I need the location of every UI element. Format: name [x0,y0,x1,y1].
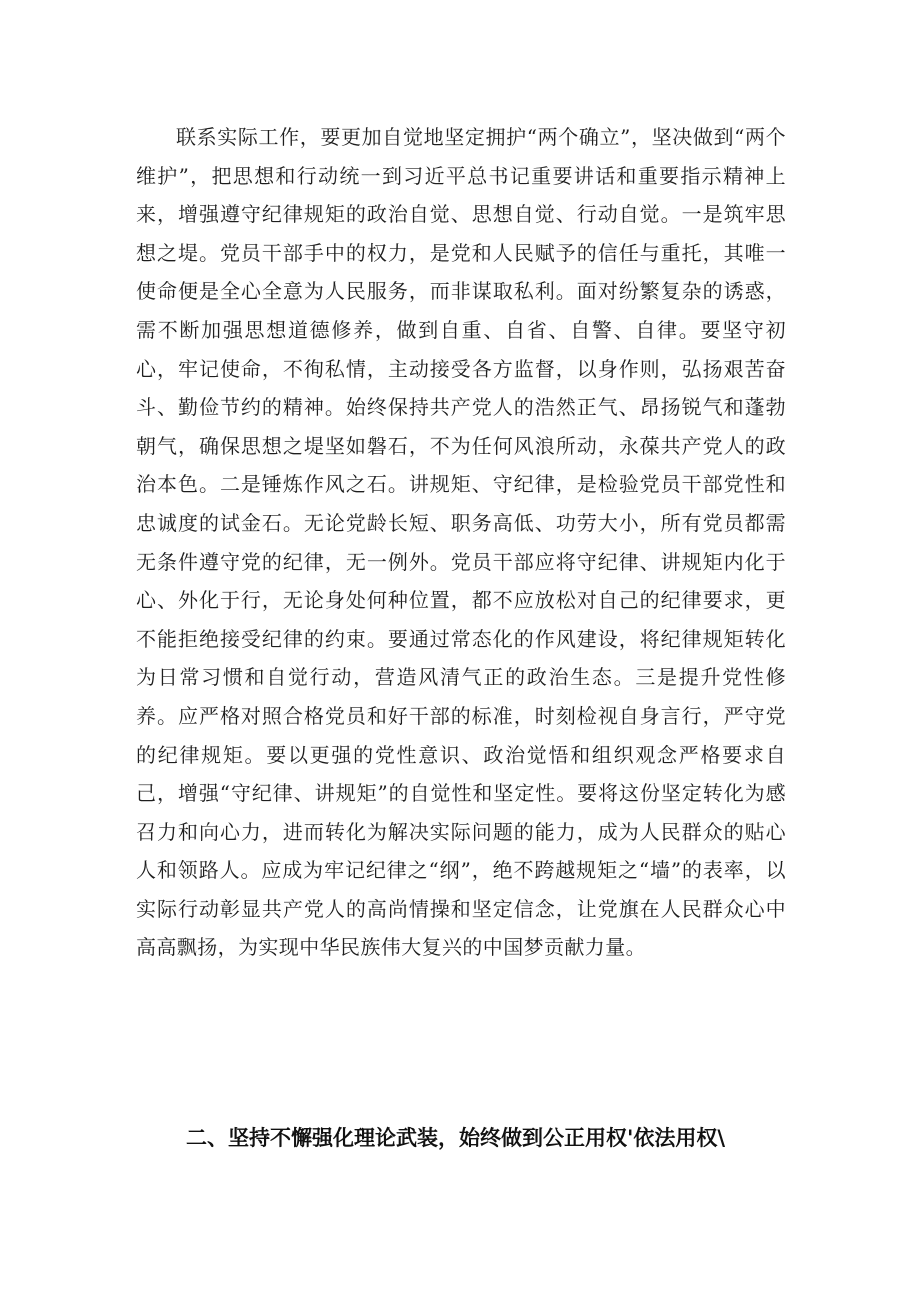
body-paragraph: 联系实际工作，要更加自觉地坚定拥护“两个确立”，坚决做到“两个维护”，把思想和行动统一到习近平总书记重要讲话和重要指示精神上来，增强遵守纪律规矩的政治自觉、思想自觉、行动自觉。一是筑牢思想之堤。党员干部手中的权力，是党和人民赋予的信任与重托，其唯一使命便是全心全意为人民服务，而非谋取私利。面对纷繁复杂的诱惑，需不断加强思想道德修养，做到自重、自省、自警、自律。要坚守初心，牢记使命，不徇私情，主动接受各方监督，以身作则，弘扬艰苦奋斗、勤俭节约的精神。始终保持共产党人的浩然正气、昂扬锐气和蓬勃朝气，确保思想之堤坚如磐石，不为任何风浪所动，永葆共产党人的政治本色。二是锤炼作风之石。讲规矩、守纪律，是检验党员干部党性和忠诚度的试金石。无论党龄长短、职务高低、功劳大小，所有党员都需无条件遵守党的纪律，无一例外。党员干部应将守纪律、讲规矩内化于心、外化于行，无论身处何种位置，都不应放松对自己的纪律要求，更不能拒绝接受纪律的约束。要通过常态化的作风建设，将纪律规矩转化为日常习惯和自觉行动，营造风清气正的政治生态。三是提升党性修养。应严格对照合格党员和好干部的标准，时刻检视自身言行，严守党的纪律规矩。要以更强的党性意识、政治觉悟和组织观念严格要求自己，增强“守纪律、讲规矩”的自觉性和坚定性。要将这份坚定转化为感召力和向心力，进而转化为解决实际问题的能力，成为人民群众的贴心人和领路人。应成为牢记纪律之“纲”，绝不跨越规矩之“墙”的表率，以实际行动彰显共产党人的高尚情操和坚定信念，让党旗在人民群众心中高高飘扬，为实现中华民族伟大复兴的中国梦贡献力量。 [136,125,786,960]
section-heading: 二、坚持不懈强化理论武装，始终做到公正用权'依法用权\ [186,1126,726,1150]
